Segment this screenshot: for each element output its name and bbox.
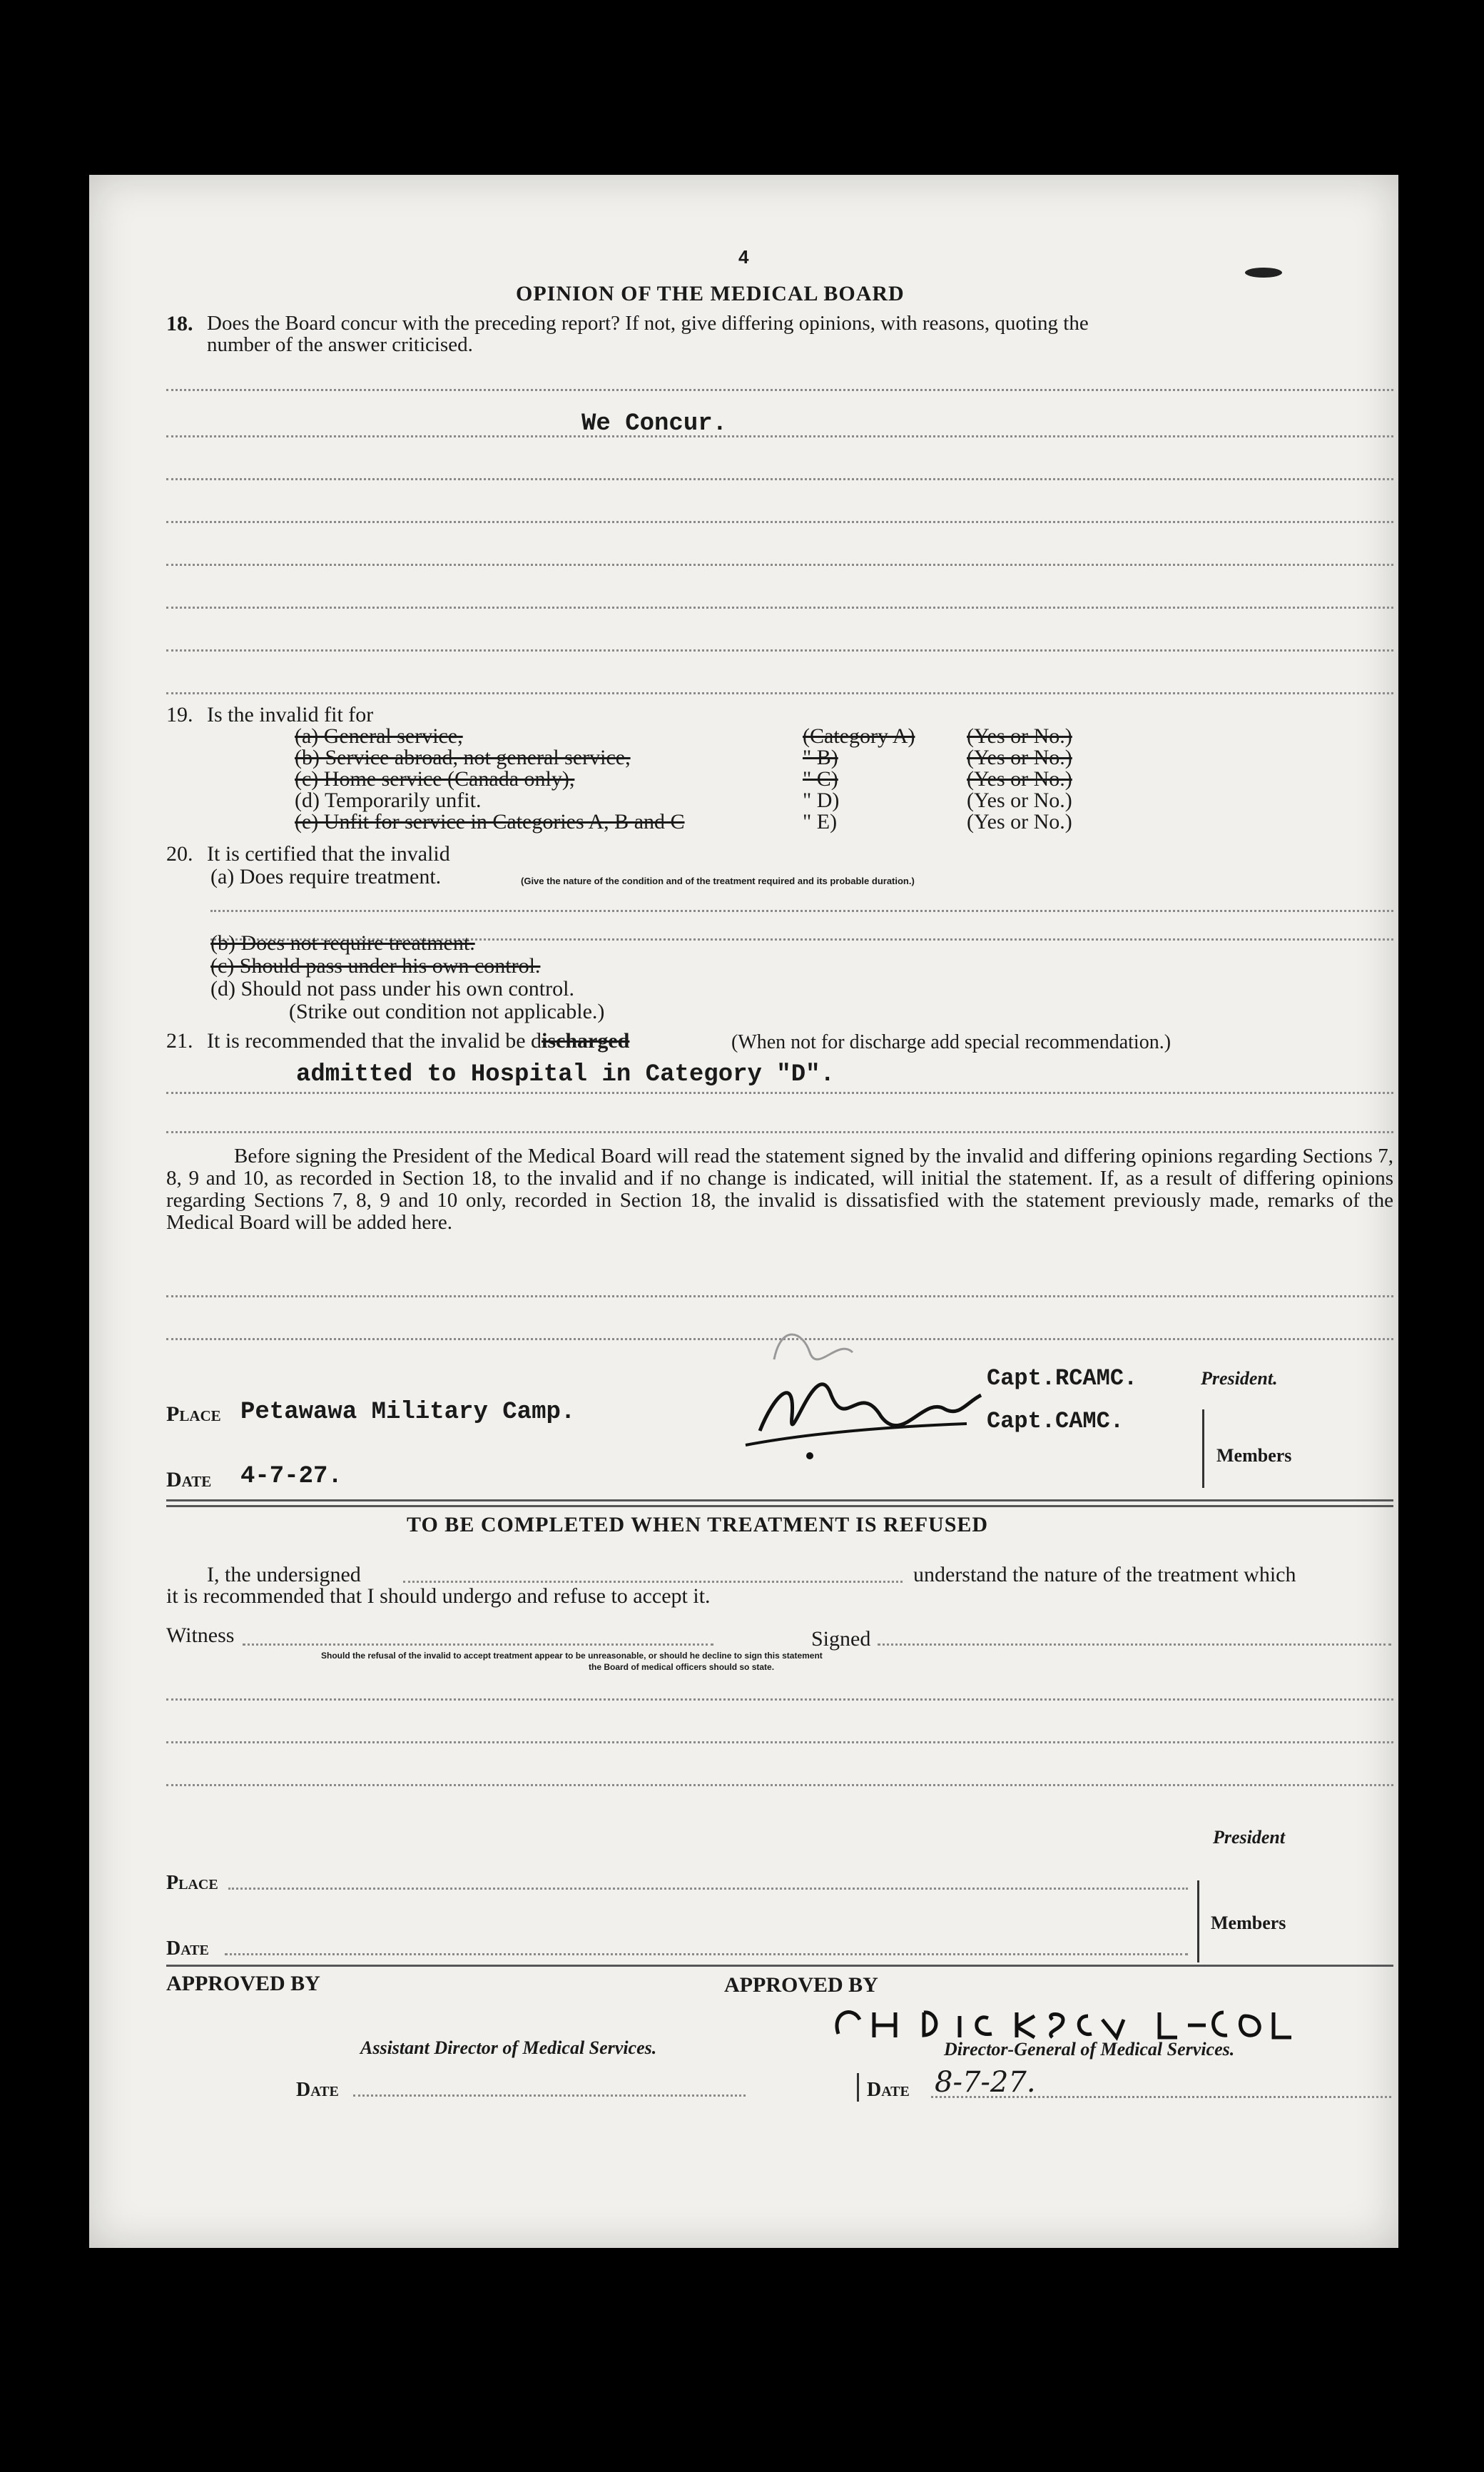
approved-by-left: APPROVED BY [166, 1972, 320, 1995]
refused-members-brace [1197, 1880, 1199, 1962]
answer-line [166, 521, 1393, 523]
q21-number: 21. [166, 1029, 193, 1053]
place-value: Petawawa Military Camp. [240, 1399, 576, 1426]
q21-note: (When not for discharge add special recommendation.) [731, 1031, 1172, 1053]
answer-line [166, 1698, 1393, 1701]
place-label: Place [166, 1402, 221, 1426]
members-label: Members [1216, 1445, 1292, 1466]
q20-text: It is certified that the invalid [207, 842, 450, 866]
board-signature [731, 1310, 1045, 1495]
q19-text: Is the invalid fit for [207, 703, 374, 726]
answer-line [166, 1741, 1393, 1743]
left-date-label: Date [296, 2079, 339, 2101]
q19-row-c-label: (c) Home service (Canada only), [295, 767, 575, 791]
q19-row-a-category: (Category A) [803, 724, 915, 748]
refused-line-1b: understand the nature of the treatment which [913, 1563, 1296, 1586]
q19-row-a-label: (a) General service, [295, 724, 463, 748]
witness-line [243, 1643, 713, 1646]
q19-number: 19. [166, 703, 193, 726]
signed-line [878, 1643, 1391, 1646]
answer-line [166, 1295, 1393, 1297]
q19-row-c-yes-no: (Yes or No.) [967, 767, 1072, 791]
section-divider [166, 1499, 1393, 1501]
q20-number: 20. [166, 842, 193, 866]
q18-number: 18. [166, 312, 193, 335]
witness-label: Witness [166, 1623, 235, 1647]
q19-row-d-label: (d) Temporarily unfit. [295, 789, 482, 812]
answer-line [166, 1784, 1393, 1786]
instruction-paragraph: Before signing the President of the Medical Board will read the statement signed by the invalid and differing opinions regarding Sections 7, 8, 9 and 10, as recorded in Section 18, to the invalid and if no change is indicated, will initial the statement. If, as a result of differing opinions regarding Sections 7, 8, 9 and 10 only, recorded in Section 18, the invalid is dissatisfied with the statement previously made, remarks of the Medical Board will be added here. [166, 1145, 1393, 1234]
refused-place-label: Place [166, 1872, 218, 1894]
refusal-note-2: the Board of medical officers should so state. [589, 1662, 775, 1672]
q19-row-e-label: (e) Unfit for service in Categories A, B and C [295, 810, 685, 834]
approved-by-right: APPROVED BY [724, 1973, 878, 1997]
refused-members-label: Members [1211, 1913, 1286, 1933]
q18-text: Does the Board concur with the preceding report? If not, give differing opinions, with reasons, quoting the [207, 312, 1089, 335]
answer-line [166, 389, 1393, 391]
q19-row-c-category: " C) [803, 767, 838, 791]
refused-line-2: it is recommended that I should undergo and refuse to accept it. [166, 1584, 711, 1608]
refusal-note-1: Should the refusal of the invalid to accept treatment appear to be unreasonable, or should he decline to sign this statement [321, 1651, 823, 1661]
left-date-line [353, 2094, 746, 2097]
q20-a-note: (Give the nature of the condition and of the treatment required and its probable duration.) [521, 876, 915, 886]
q20-option-b: (b) Does not require treatment. [210, 931, 475, 955]
right-date-line [931, 2096, 1391, 2098]
q19-row-a-yes-no: (Yes or No.) [967, 724, 1072, 748]
place-line [228, 1888, 1188, 1890]
director-general-title: Director-General of Medical Services. [944, 2039, 1235, 2060]
refused-date-label: Date [166, 1937, 209, 1960]
q19-row-d-category: " D) [803, 789, 840, 812]
date-value: 4-7-27. [240, 1463, 342, 1490]
page-title: OPINION OF THE MEDICAL BOARD [516, 282, 905, 305]
q19-row-e-yes-no: (Yes or No.) [967, 810, 1072, 834]
answer-line [166, 435, 1393, 437]
president-rank: Capt.RCAMC. [987, 1365, 1138, 1392]
q19-row-d-yes-no: (Yes or No.) [967, 789, 1072, 812]
page-number: 4 [738, 246, 749, 268]
date-label: Date [166, 1468, 212, 1491]
q20-option-a: (a) Does require treatment. [210, 865, 442, 888]
ink-blot [1245, 268, 1282, 278]
right-date-label: Date [867, 2079, 910, 2101]
members-brace [1202, 1409, 1204, 1488]
answer-line [166, 607, 1393, 609]
answer-line [166, 478, 1393, 480]
q21-answer: admitted to Hospital in Category "D". [296, 1061, 835, 1088]
answer-line [166, 1131, 1393, 1133]
q19-row-b-category: " B) [803, 746, 838, 769]
q21-text-prefix: It is recommended that the invalid be d [207, 1029, 542, 1053]
q20-option-d: (d) Should not pass under his own control. [210, 977, 574, 1001]
q18-answer: We Concur. [581, 410, 728, 437]
q19-row-b-yes-no: (Yes or No.) [967, 746, 1072, 769]
q19-row-e-category: " E) [803, 810, 838, 834]
answer-line [210, 910, 1393, 912]
section-divider [166, 1965, 1393, 1967]
form-sheet [89, 175, 1398, 2248]
q20-option-c: (c) Should pass under his own control. [210, 954, 541, 978]
q19-row-b-label: (b) Service abroad, not general service, [295, 746, 631, 769]
answer-line [166, 564, 1393, 566]
date-line [225, 1953, 1188, 1955]
answer-line [166, 649, 1393, 652]
assistant-director-title: Assistant Director of Medical Services. [360, 2037, 657, 2058]
refused-president-label: President [1213, 1827, 1286, 1848]
section-divider [166, 1505, 1393, 1507]
answer-line [166, 692, 1393, 694]
q21-text [207, 1029, 629, 1053]
signed-label: Signed [811, 1627, 871, 1651]
member-rank: Capt.CAMC. [987, 1408, 1124, 1434]
refused-section-title: TO BE COMPLETED WHEN TREATMENT IS REFUSED [407, 1513, 989, 1536]
refused-line-1a: I, the undersigned [207, 1563, 361, 1586]
name-line [403, 1581, 903, 1583]
right-date-value: 8-7-27. [935, 2066, 1036, 2099]
president-label: President. [1201, 1368, 1278, 1389]
q20-strike-note: (Strike out condition not applicable.) [289, 1000, 605, 1023]
right-date-brace [857, 2073, 859, 2102]
q21-struck-word: ischarged [542, 1029, 630, 1053]
q18-text-2: number of the answer criticised. [207, 333, 473, 356]
answer-line [166, 1092, 1393, 1094]
